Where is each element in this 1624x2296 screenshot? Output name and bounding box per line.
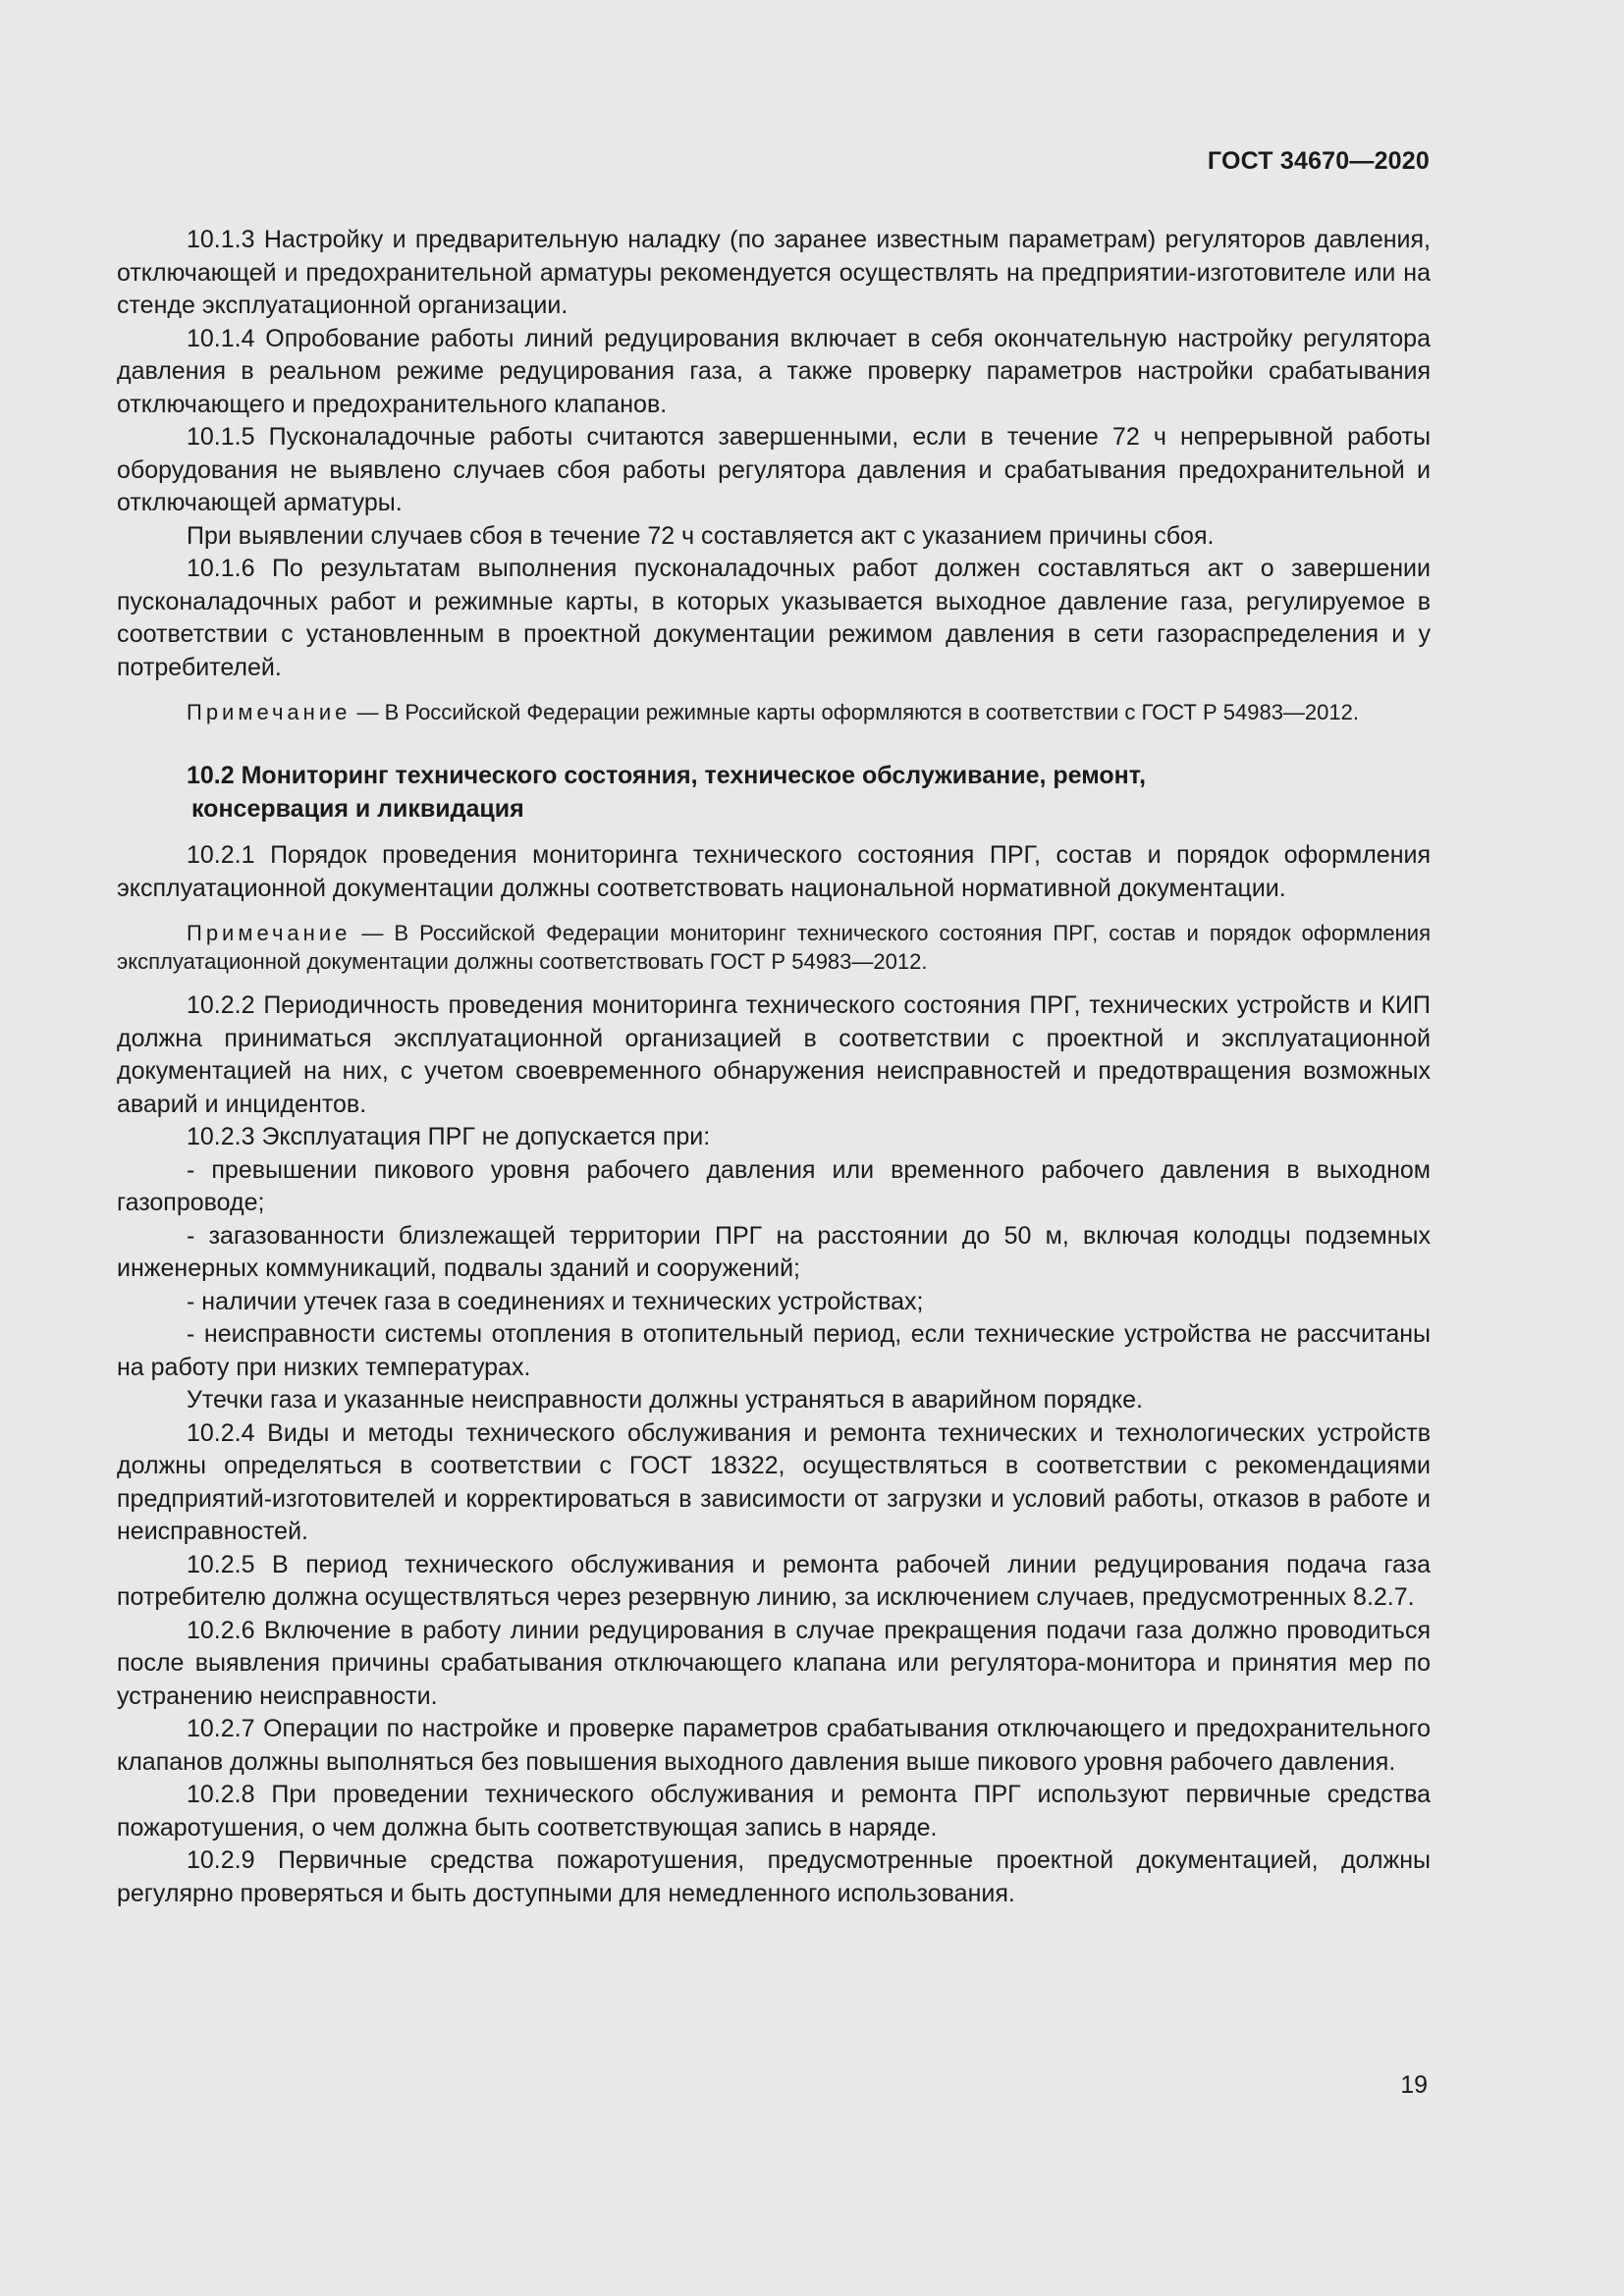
section-heading-line2: консервация и ликвидация xyxy=(191,794,524,823)
paragraph-10-2-1: 10.2.1 Порядок проведения мониторинга технического состояния ПРГ, состав и порядок оформления эксплуатационной документации должны соответствовать национальной нормативной документации. xyxy=(117,841,1431,902)
paragraph-10-2-6: 10.2.6 Включение в работу линии редуцирования в случае прекращения подачи газа должно проводиться после выявления причины срабатывания отключающего клапана или регулятора-монитора и принятия мер по устранению неисправности. xyxy=(117,1616,1431,1710)
note-label: Примечание xyxy=(187,921,352,945)
note-monitoring xyxy=(117,919,1431,976)
paragraph-10-2-4: 10.2.4 Виды и методы технического обслуживания и ремонта технических и технологических устройств должны определяться в соответствии с ГОСТ 18322, осуществляться в соответствии с рекомендациями предприятий-изготовителей и корректироваться в зависимости от загрузки и условий работы, отказов в работе и неисправностей. xyxy=(117,1418,1431,1545)
note-label: Примечание xyxy=(187,700,352,724)
section-heading-line1: 10.2 Мониторинг технического состояния, техническое обслуживание, ремонт, xyxy=(187,762,1147,789)
paragraph-10-1-4: 10.1.4 Опробование работы линий редуцирования включает в себя окончательную настройку регулятора давления в реальном режиме редуцирования газа, а также проверку параметров настройки срабатывания отключающего и предохранительного клапанов. xyxy=(117,324,1431,418)
spacer xyxy=(117,684,1431,698)
list-item-gas-contamination: - загазованности близлежащей территории ПРГ на расстоянии до 50 м, включая колодцы подземных инженерных коммуникаций, подвалы зданий и сооружений; xyxy=(117,1221,1431,1282)
page-number: 19 xyxy=(1400,2071,1428,2099)
paragraph-10-2-5: 10.2.5 В период технического обслуживания и ремонта рабочей линии редуцирования подача газа потребителю должна осуществляться через резервную линию, за исключением случаев, предусмотренных 8.2.7. xyxy=(117,1550,1431,1611)
paragraph-10-1-6: 10.1.6 По результатам выполнения пусконаладочных работ должен составляться акт о завершении пусконаладочных работ и режимные карты, в которых указывается выходное давление газа, регулируемое в соответствии с установленным в проектной документации режимом давления в сети газораспределения и у потребителей. xyxy=(117,555,1431,681)
paragraph-failure-act: При выявлении случаев сбоя в течение 72 ч составляется акт с указанием причины сбоя. xyxy=(187,521,1215,550)
list-item-heating-fault: - неисправности системы отопления в отопительный период, если технические устройства не рассчитаны на работу при низких температурах. xyxy=(117,1320,1431,1381)
spacer xyxy=(117,976,1431,989)
spacer xyxy=(117,826,1431,839)
page-body xyxy=(117,224,1431,1910)
paragraph-10-2-9: 10.2.9 Первичные средства пожаротушения, предусмотренные проектной документацией, должны регулярно проверяться и быть доступными для немедленного использования. xyxy=(117,1846,1431,1907)
list-item-peak-pressure: - превышении пикового уровня рабочего давления или временного рабочего давления в выходном газопроводе; xyxy=(117,1155,1431,1216)
note-text: — В Российской Федерации мониторинг технического состояния ПРГ, состав и порядок оформления эксплуатационной документации должны соответствовать ГОСТ Р 54983—2012. xyxy=(117,921,1431,974)
note-text: — В Российской Федерации режимные карты оформляются в соответствии с ГОСТ Р 54983—2012. xyxy=(356,700,1359,724)
paragraph-10-2-7: 10.2.7 Операции по настройке и проверке параметров срабатывания отключающего и предохранительного клапанов должны выполняться без повышения выходного давления выше пикового уровня рабочего давления. xyxy=(117,1715,1431,1776)
paragraph-10-2-8: 10.2.8 При проведении технического обслуживания и ремонта ПРГ используют первичные средства пожаротушения, о чем должна быть соответствующая запись в наряде. xyxy=(117,1781,1431,1842)
note-regime-cards xyxy=(117,698,1431,726)
spacer xyxy=(117,726,1431,760)
paragraph-emergency-repair: Утечки газа и указанные неисправности должны устраняться в аварийном порядке. xyxy=(187,1386,1143,1414)
spacer xyxy=(117,905,1431,919)
standard-designation: ГОСТ 34670—2020 xyxy=(1207,147,1430,175)
paragraph-10-2-3: 10.2.3 Эксплуатация ПРГ не допускается при: xyxy=(187,1123,711,1150)
section-heading-10-2 xyxy=(187,760,1431,826)
paragraph-10-1-5: 10.1.5 Пусконаладочные работы считаются завершенными, если в течение 72 ч непрерывной работы оборудования не выявлено случаев сбоя работы регулятора давления и срабатывания предохранительной и отключающей арматуры. xyxy=(117,423,1431,516)
paragraph-10-1-3: 10.1.3 Настройку и предварительную наладку (по заранее известным параметрам) регуляторов давления, отключающей и предохранительной арматуры рекомендуется осуществлять на предприятии-изготовителе или на стенде эксплуатационной организации. xyxy=(117,226,1431,319)
paragraph-10-2-2: 10.2.2 Периодичность проведения мониторинга технического состояния ПРГ, технических устройств и КИП должна приниматься эксплуатационной организацией в соответствии с проектной и эксплуатационной документацией на них, с учетом своевременного обнаружения неисправностей и предотвращения возможных аварий и инцидентов. xyxy=(117,991,1431,1118)
list-item-gas-leaks: - наличии утечек газа в соединениях и технических устройствах; xyxy=(187,1287,924,1315)
